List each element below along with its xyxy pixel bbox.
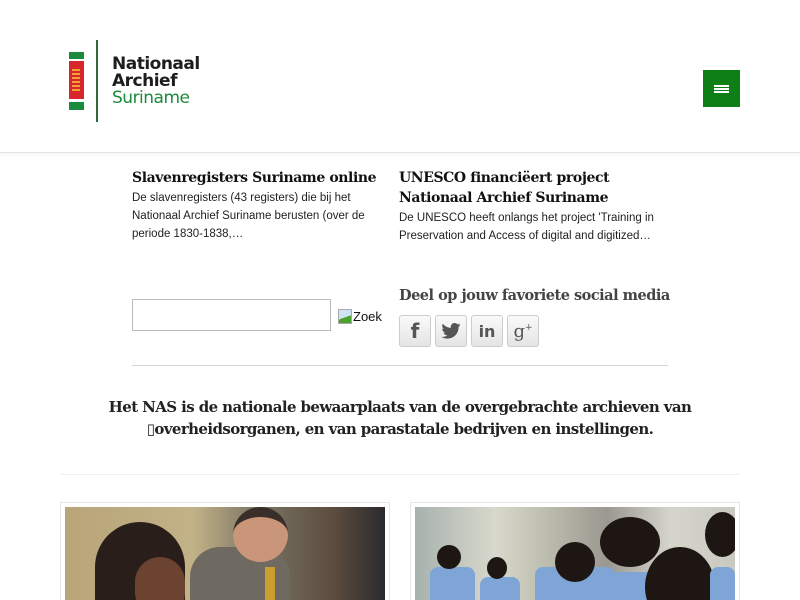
news-title-link[interactable]: UNESCO financiëert project Nationaal Archief Suriname bbox=[399, 170, 610, 206]
news-excerpt: De UNESCO heeft onlangs het project 'Training in Preservation and Access of digital and digitized… bbox=[399, 212, 654, 242]
search-input[interactable] bbox=[132, 299, 331, 331]
archive-book-icon bbox=[69, 52, 84, 112]
site-header bbox=[0, 0, 800, 153]
menu-toggle-button[interactable] bbox=[703, 70, 740, 107]
twitter-share-button[interactable] bbox=[435, 315, 467, 347]
google-plus-icon: g+ bbox=[513, 320, 533, 342]
twitter-icon bbox=[441, 323, 461, 339]
social-heading: Deel op jouw favoriete social media bbox=[399, 287, 670, 304]
broken-image-icon bbox=[338, 309, 352, 324]
facebook-icon: f bbox=[410, 319, 420, 343]
logo-text: Nationaal Archief Suriname bbox=[112, 54, 200, 108]
photo-card[interactable] bbox=[410, 502, 740, 600]
news-item bbox=[132, 168, 387, 243]
facebook-share-button[interactable] bbox=[399, 315, 431, 347]
news-item bbox=[399, 168, 669, 245]
divider bbox=[132, 365, 668, 366]
news-title-link[interactable]: Slavenregisters Suriname online bbox=[132, 170, 377, 186]
linkedin-icon: in bbox=[478, 321, 496, 341]
mission-tagline: Het NAS is de nationale bewaarplaats van de overgebrachte archieven van ▯overheidsorganen, en van parastatale bedrijven en instellingen. bbox=[108, 398, 692, 438]
divider bbox=[60, 474, 740, 475]
search-button[interactable] bbox=[338, 307, 382, 325]
photo-card[interactable] bbox=[60, 502, 390, 600]
search-button-label: Zoek bbox=[353, 308, 382, 324]
news-excerpt: De slavenregisters (43 registers) die bij het Nationaal Archief Suriname berusten (over de periode 1830-1838,… bbox=[132, 192, 365, 240]
news-photo bbox=[415, 507, 735, 600]
social-share-buttons bbox=[399, 315, 539, 347]
site-logo[interactable] bbox=[68, 40, 198, 124]
logo-divider bbox=[96, 40, 98, 122]
linkedin-share-button[interactable] bbox=[471, 315, 503, 347]
news-photo bbox=[65, 507, 385, 600]
google-plus-share-button[interactable] bbox=[507, 315, 539, 347]
hamburger-menu-icon bbox=[714, 85, 729, 87]
